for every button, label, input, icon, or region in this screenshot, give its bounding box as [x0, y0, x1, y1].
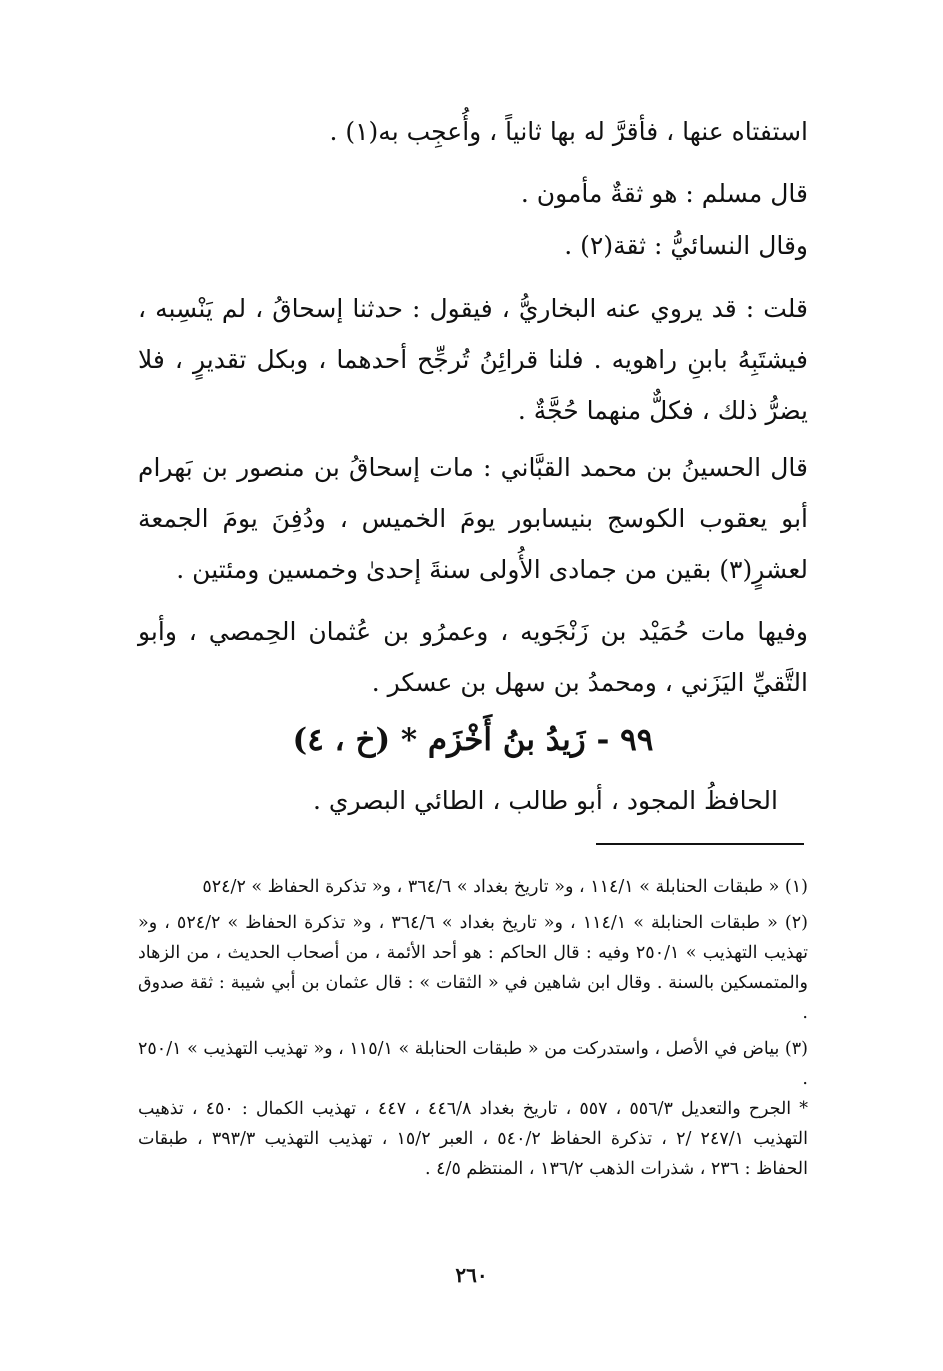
footnote-2: (٢) « طبقات الحنابلة » ١١٤/١ ، و« تاريخ بغداد » ٣٦٤/٦ ، و« تذكرة الحفاظ » ٥٢٤/٢ ، و« تهذيب التهذيب » ٢٥٠/١ وفيه : قال الحاكم : هو أحد الأئمة ، من أصحاب الحديث ، من الزهاد والمتمسكين بالسنة . وقال ابن شاهين في « الثقات » : قال عثمان بن أبي شيبة : ثقة صدوق . — [138, 913, 808, 1023]
entry-heading: ٩٩ - زَيدُ بنُ أَخْزَم * (خ ، ٤) — [292, 722, 654, 758]
main-text-block-4 — [138, 606, 808, 708]
main-text-block-2 — [138, 283, 808, 436]
footnote-separator — [596, 843, 804, 845]
paragraph-continuation: استفتاه عنها ، فأقرَّ له بها ثانياً ، وأُعجِب به(١) . — [329, 117, 808, 146]
paragraph-author-note: قلت : قد يروي عنه البخاريُّ ، فيقول : حدثنا إسحاقُ ، لم يَنْسِبه ، فيشتَبِهُ بابنِ راهويه . فلنا قرائِنُ تُرجِّح أحدهما ، وبكل تقديرٍ ، فلا يضرُّ ذلك ، فكلٌّ منهما حُجَّةٌ . — [138, 294, 808, 425]
entry-description-block — [138, 775, 808, 827]
footnote-sources: * الجرح والتعديل ٥٥٦/٣ ، ٥٥٧ ، تاريخ بغداد ٤٤٦/٨ ، ٤٤٧ ، تهذيب الكمال : ٤٥٠ ، تذهيب التهذيب ٢٤٧/١ /٢ ، تذكرة الحفاظ ٥٤٠/٢ ، العبر ١٥/٢ ، تهذيب التهذيب ٣٩٣/٣ ، طبقات الحفاظ : ٢٣٦ ، شذرات الذهب ١٣٦/٢ ، المنتظم ٤/٥ . — [138, 1099, 808, 1179]
footnotes-block — [138, 872, 808, 1184]
footnote-3: (٣) بياض في الأصل ، واستدركت من « طبقات الحنابلة » ١١٥/١ ، و« تهذيب التهذيب » ٢٥٠/١ . — [138, 1039, 808, 1089]
paragraph-nasai-quote: وقال النسائيُّ : ثقة(٢) . — [564, 231, 808, 260]
paragraph-same-year-deaths: وفيها مات حُمَيْد بن زَنْجَويه ، وعمرُو بن عُثمان الحِمصي ، وأبو التَّقيِّ اليَزَني ، ومحمدُ بن سهل بن عسكر . — [138, 617, 808, 697]
main-text-block-1 — [138, 106, 808, 272]
paragraph-muslim-quote: قال مسلم : هو ثقةٌ مأمون . — [520, 179, 808, 208]
entry-description: الحافظُ المجود ، أبو طالب ، الطائي البصري . — [313, 786, 778, 815]
footnote-1: (١) « طبقات الحنابلة » ١١٤/١ ، و« تاريخ بغداد » ٣٦٤/٦ ، و« تذكرة الحفاظ » ٥٢٤/٢ — [202, 877, 808, 897]
paragraph-death-report: قال الحسينُ بن محمد القبَّاني : مات إسحاقُ بن منصور بن بَهرام أبو يعقوب الكوسج بنيسابور يومَ الخميس ، ودُفِنَ يومَ الجمعة لعشرٍ(٣) بقين من جمادى الأُولى سنةَ إحدىٰ وخمسين ومئتين . — [138, 453, 808, 584]
main-text-block-3 — [138, 442, 808, 595]
page-number: ٢٦٠ — [455, 1263, 488, 1287]
